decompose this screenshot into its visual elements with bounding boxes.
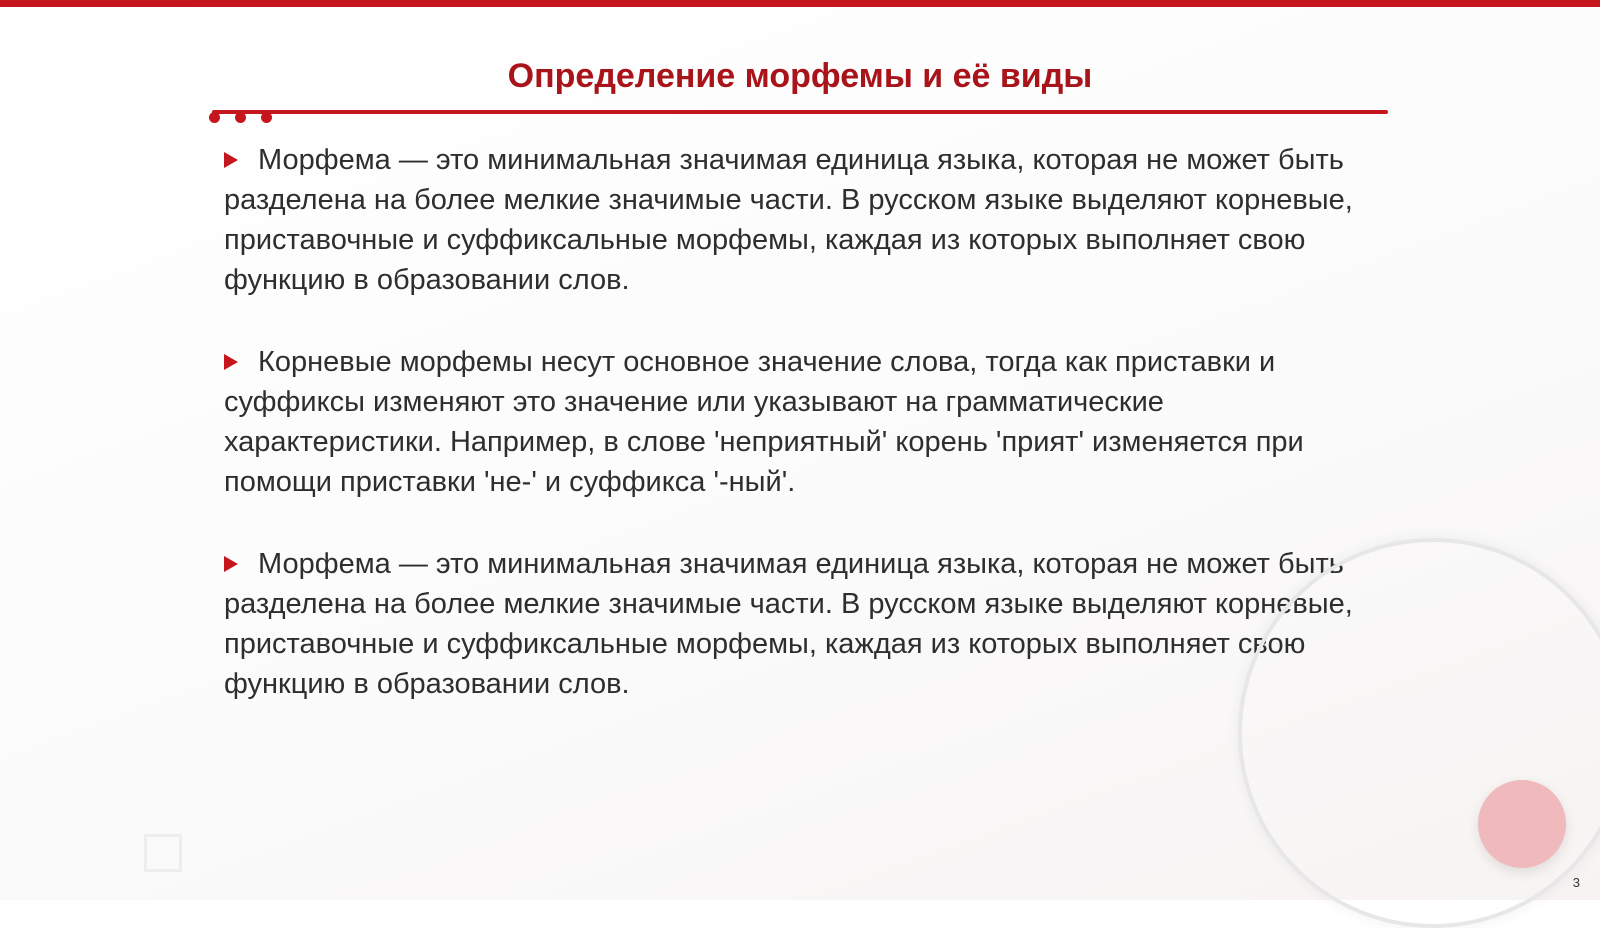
- triangle-right-icon: [224, 354, 238, 370]
- page-number: 3: [1572, 875, 1580, 890]
- triangle-right-icon: [224, 152, 238, 168]
- bullet-item: [224, 342, 1384, 502]
- bullet-item: [224, 140, 1384, 300]
- bullet-text: Морфема — это минимальная значимая единица языка, которая не может быть разделена на более мелкие значимые части. В русском языке выделяют корневые, приставочные и суффиксальные морфемы, каждая из которых выполняет свою функцию в образовании слов.: [224, 144, 1353, 296]
- triangle-right-icon: [224, 556, 238, 572]
- bullet-text: Корневые морфемы несут основное значение слова, тогда как приставки и суффиксы изменяют это значение или указывают на грамматические характеристики. Например, в слове 'неприятный' корень 'прият' изменяется при помощи приставки 'не-' и суффикса '-ный'.: [224, 346, 1304, 498]
- decorative-dot: [209, 112, 220, 123]
- bullet-list: [224, 140, 1384, 746]
- bullet-text: Морфема — это минимальная значимая единица языка, которая не может быть разделена на более мелкие значимые части. В русском языке выделяют корневые, приставочные и суффиксальные морфемы, каждая из которых выполняет свою функцию в образовании слов.: [224, 548, 1353, 700]
- decorative-circle: [1478, 780, 1566, 868]
- title-underline: [212, 110, 1388, 114]
- bullet-item: [224, 544, 1384, 704]
- top-accent-bar: [0, 0, 1600, 7]
- decorative-dot: [261, 112, 272, 123]
- slide-title: Определение морфемы и её виды: [507, 57, 1093, 95]
- decorative-dot: [235, 112, 246, 123]
- decorative-square: [144, 834, 182, 872]
